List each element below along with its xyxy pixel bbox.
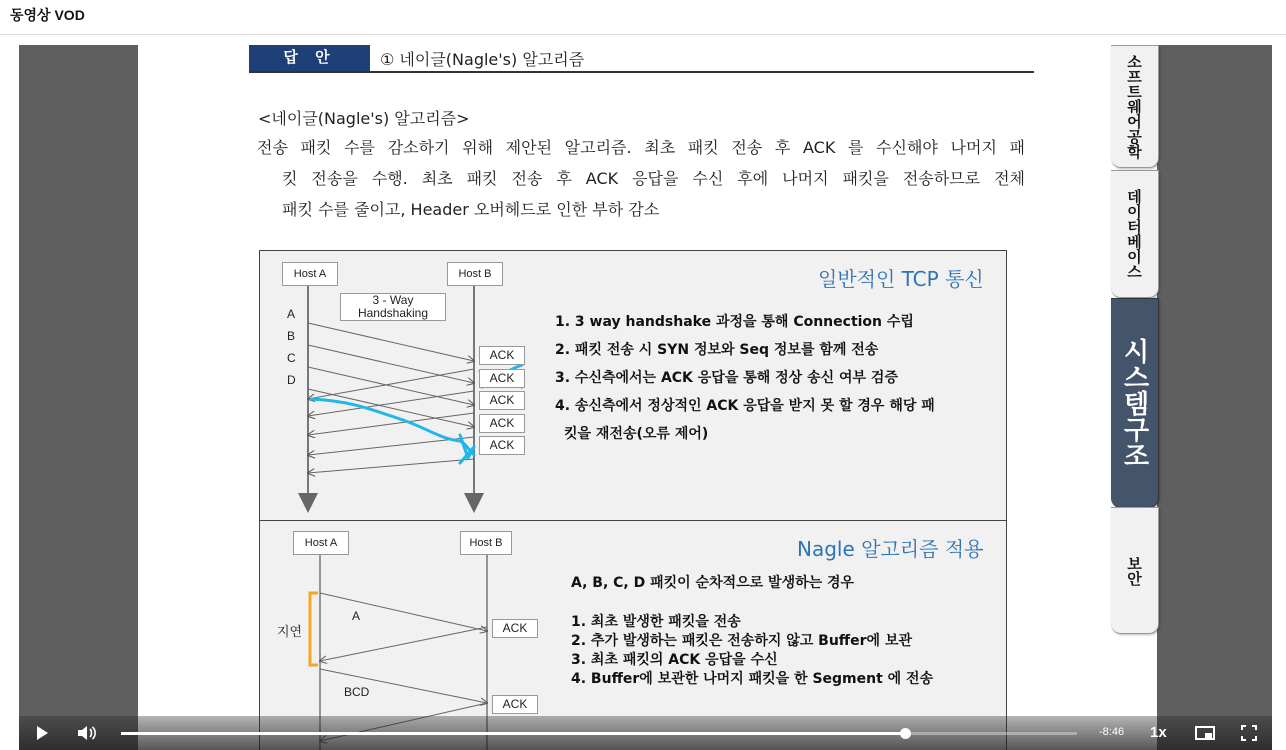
tab-system-architecture: 시스템구조 — [1111, 298, 1159, 508]
paragraph-line: 킷 전송을 수행. 최초 패킷 전송 후 ACK 응답을 수신 후에 나머지 패킷을 전송하므로 전체 — [282, 169, 1025, 188]
nagle-condition: A, B, C, D 패킷이 순차적으로 발생하는 경우 — [571, 575, 855, 591]
tcp-steps — [555, 308, 935, 448]
progress-fill — [121, 732, 905, 735]
host-a-box: Host A — [282, 262, 338, 286]
answer-text: ① 네이글(Nagle's) 알고리즘 — [380, 50, 585, 69]
ack-box: ACK — [479, 346, 525, 365]
picture-in-picture-icon — [1195, 725, 1215, 741]
fullscreen-icon — [1241, 725, 1257, 741]
time-remaining: -8:46 — [1099, 726, 1125, 738]
pip-button[interactable] — [1195, 725, 1215, 745]
answer-label: 답 안 — [249, 45, 370, 71]
ack-box: ACK — [479, 369, 525, 388]
nagle-steps — [571, 613, 933, 689]
play-button[interactable] — [35, 725, 49, 745]
paragraph-line: 전송 패킷 수를 감소하기 위해 제안된 알고리즘. 최초 패킷 전송 후 ACK 를 수신해야 나머지 패 — [257, 138, 1025, 157]
fullscreen-button[interactable] — [1241, 725, 1257, 745]
diagram-divider — [260, 520, 1006, 521]
ack-box: ACK — [479, 414, 525, 433]
packet-label: C — [287, 351, 296, 365]
description-paragraph — [257, 132, 1025, 225]
delay-label: 지연 — [277, 624, 303, 639]
packet-label: B — [287, 329, 296, 343]
delay-bracket — [310, 593, 318, 665]
play-icon — [35, 725, 49, 741]
player-controls — [19, 716, 1272, 750]
nagle-step: 1. 최초 발생한 패킷을 전송 — [571, 614, 741, 630]
tcp-step: 1. 3 way handshake 과정을 통해 Connection 수립 — [555, 314, 914, 330]
host-b-box: Host B — [447, 262, 503, 286]
answer-underline — [249, 71, 1034, 73]
nagle-host-b-box: Host B — [460, 531, 512, 555]
nagle-step: 3. 최초 패킷의 ACK 응답을 수신 — [571, 652, 778, 668]
section-title: <네이글(Nagle's) 알고리즘> — [258, 109, 470, 128]
tcp-diagram — [259, 250, 1007, 750]
volume-icon — [77, 725, 97, 741]
tab-security: 보안 — [1111, 507, 1159, 634]
ack-box: ACK — [479, 391, 525, 410]
handshake-label: Handshaking — [357, 306, 429, 320]
packet-label: BCD — [344, 685, 370, 699]
playback-speed-button[interactable]: 1x — [1150, 724, 1167, 741]
progress-handle[interactable] — [900, 728, 911, 739]
nagle-title: Nagle 알고리즘 적용 — [797, 537, 984, 561]
ack-box: ACK — [479, 436, 525, 455]
tcp-title: 일반적인 TCP 통신 — [818, 267, 984, 291]
progress-bar[interactable] — [121, 732, 1077, 735]
nagle-step: 2. 추가 발생하는 패킷은 전송하지 않고 Buffer에 보관 — [571, 633, 912, 649]
ack-box: ACK — [492, 619, 538, 638]
volume-button[interactable] — [77, 725, 97, 745]
packet-label: D — [287, 373, 296, 387]
tab-database: 데이터베이스 — [1111, 170, 1159, 298]
tcp-step: 4. 송신측에서 정상적인 ACK 응답을 받지 못 할 경우 해당 패 — [555, 398, 935, 414]
tcp-step: 3. 수신측에서는 ACK 응답을 통해 정상 송신 여부 검증 — [555, 370, 898, 386]
handshake-label: 3 - Way — [372, 293, 414, 307]
tcp-step: 킷을 재전송(오류 제어) — [564, 426, 709, 442]
ack-box: ACK — [492, 695, 538, 714]
paragraph-line: 패킷 수를 줄이고, Header 오버헤드로 인한 부하 감소 — [282, 200, 660, 219]
handshake-box — [340, 293, 446, 321]
packet-label: A — [352, 609, 361, 623]
packet-label: A — [287, 307, 296, 321]
nagle-host-a-box: Host A — [293, 531, 349, 555]
video-player[interactable] — [19, 45, 1272, 750]
tab-software-engineering: 소프트웨어공학 — [1111, 45, 1159, 168]
tcp-step: 2. 패킷 전송 시 SYN 정보와 Seq 정보를 함께 전송 — [555, 342, 879, 358]
subject-tabs — [1111, 45, 1159, 685]
nagle-step: 4. Buffer에 보관한 나머지 패킷을 한 Segment 에 전송 — [571, 671, 934, 687]
window-title: 동영상 VOD — [10, 7, 85, 23]
title-bar — [0, 0, 1286, 35]
lecture-slide — [138, 45, 1157, 750]
